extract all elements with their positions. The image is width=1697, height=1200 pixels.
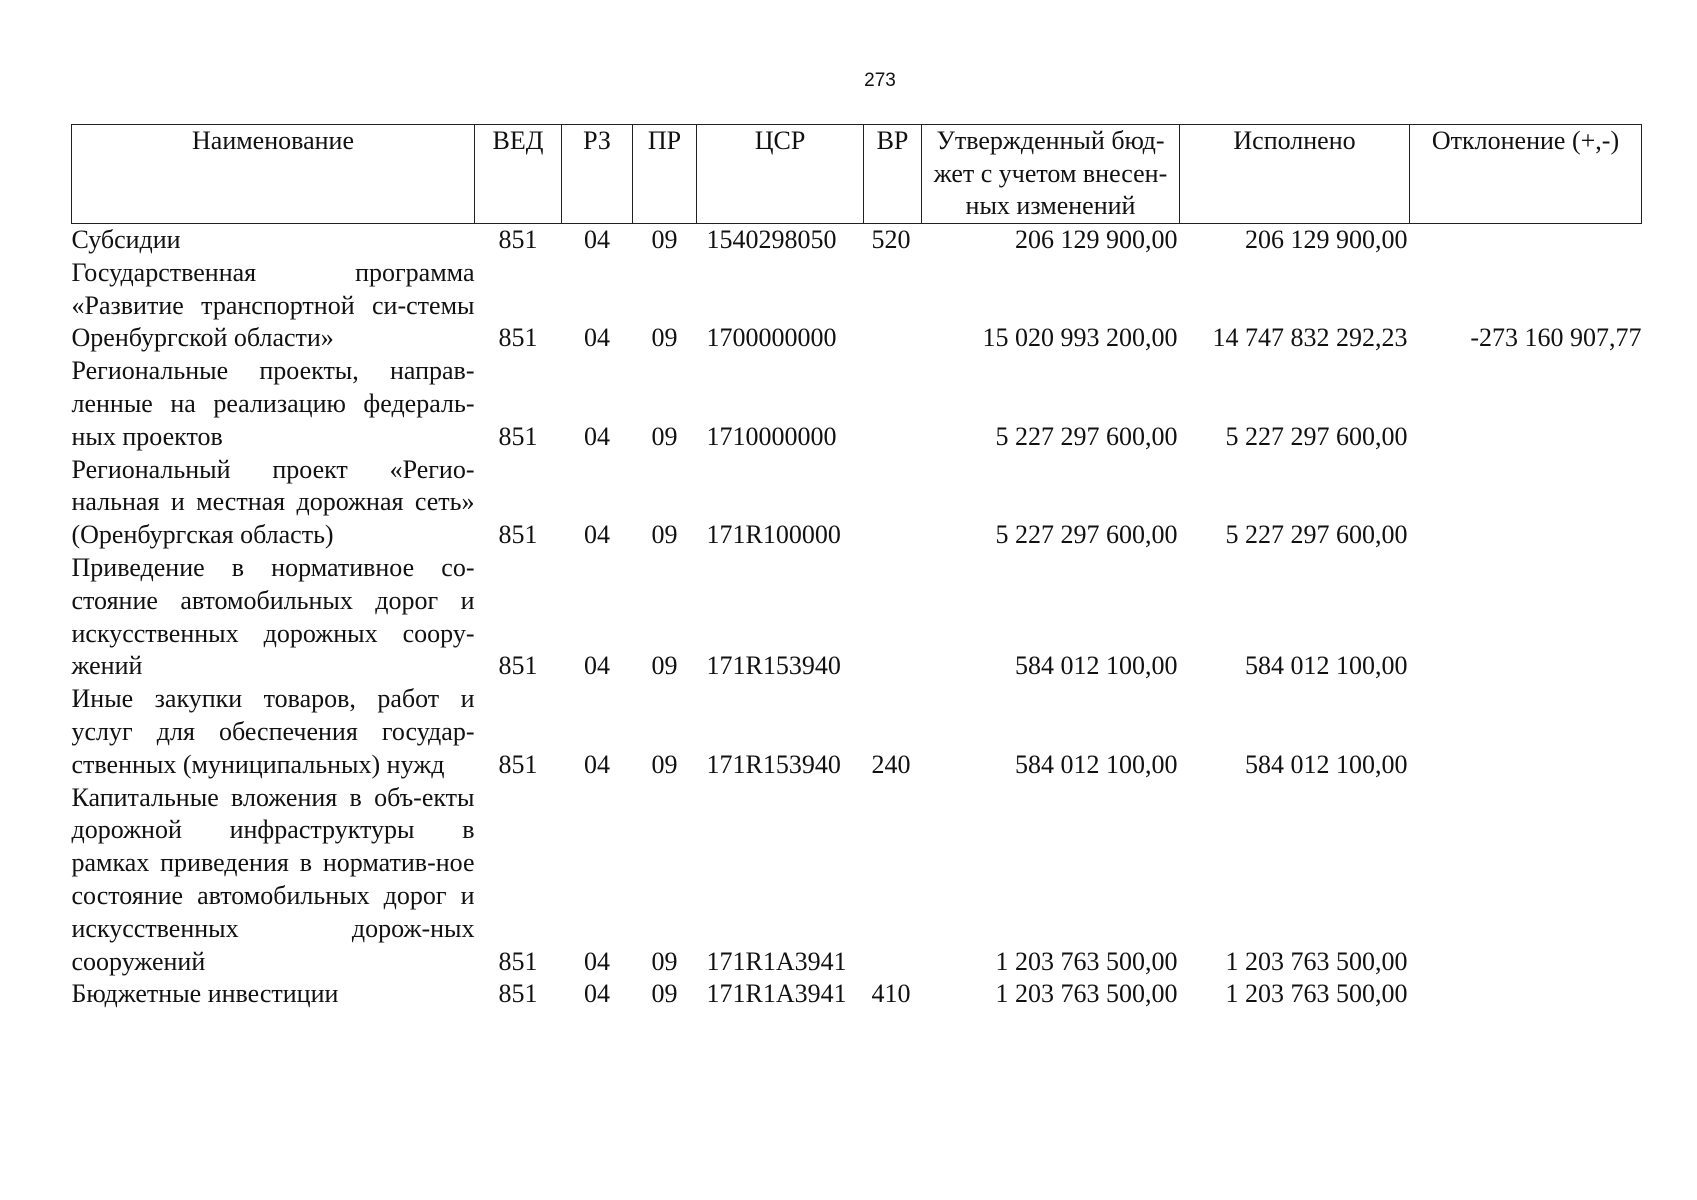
- row-ved: 851: [498, 749, 538, 779]
- row-vr: 410: [871, 979, 911, 1009]
- row-csr: 171R100000: [706, 520, 841, 550]
- row-name: Бюджетные инвестиции: [71, 979, 339, 1009]
- row-ved: 851: [498, 520, 538, 550]
- table-header-row: [72, 125, 1642, 224]
- row-ved: 851: [498, 651, 538, 681]
- table-row: [72, 782, 1642, 979]
- row-csr: 1710000000: [706, 421, 837, 451]
- row-vr: [864, 782, 922, 979]
- table-row: [72, 224, 1642, 257]
- row-ved: 851: [498, 323, 538, 353]
- row-ved: 851: [498, 946, 538, 976]
- row-rz: 04: [584, 225, 610, 254]
- row-rz: 04: [584, 323, 610, 353]
- row-vr: 240: [871, 749, 911, 779]
- row-pr: 09: [651, 323, 678, 353]
- table-row: [72, 683, 1642, 781]
- row-approved: 1 203 763 500,00: [995, 946, 1178, 976]
- row-approved: 584 012 100,00: [1015, 651, 1178, 681]
- row-executed: 584 012 100,00: [1245, 651, 1408, 681]
- row-pr: 09: [651, 225, 678, 254]
- row-executed: 5 227 297 600,00: [1225, 520, 1408, 550]
- row-ved: 851: [498, 421, 538, 451]
- row-deviation: -273 160 907,77: [1470, 323, 1642, 353]
- row-deviation: [1410, 355, 1642, 453]
- row-csr: 171R153940: [706, 651, 841, 681]
- page-number: 273: [864, 70, 896, 91]
- row-vr: [864, 257, 922, 355]
- row-deviation: [1410, 454, 1642, 552]
- table-row: [72, 552, 1642, 683]
- row-name: Иные закупки товаров, работ и услуг для обеспечения государ-ственных (муниципальных) нужд: [71, 684, 475, 779]
- table-row: [72, 257, 1642, 355]
- row-executed: 584 012 100,00: [1245, 749, 1408, 779]
- row-rz: 04: [584, 749, 610, 779]
- row-ved: 851: [498, 979, 538, 1009]
- table-body: [72, 224, 1642, 1012]
- header-rz: РЗ: [562, 125, 633, 224]
- row-name: Субсидии: [71, 225, 181, 254]
- row-executed: 14 747 832 292,23: [1212, 323, 1408, 353]
- header-deviation: Отклонение (+,-): [1410, 125, 1642, 224]
- row-approved: 1 203 763 500,00: [995, 979, 1178, 1009]
- row-csr: 1700000000: [706, 323, 837, 353]
- row-approved: 15 020 993 200,00: [982, 323, 1178, 353]
- row-executed: 206 129 900,00: [1245, 225, 1408, 254]
- row-pr: 09: [651, 651, 678, 681]
- row-deviation: [1410, 978, 1642, 1011]
- row-vr: [864, 552, 922, 683]
- row-deviation: [1410, 782, 1642, 979]
- row-deviation: [1410, 683, 1642, 781]
- row-pr: 09: [651, 520, 678, 550]
- row-name: Государственная программа «Развитие транспортной си-стемы Оренбургской области»: [71, 257, 475, 353]
- row-csr: 171R1A3941: [706, 946, 847, 976]
- budget-execution-table: [71, 124, 1642, 1011]
- table-row: [72, 454, 1642, 552]
- row-rz: 04: [584, 651, 610, 681]
- row-approved: 206 129 900,00: [1015, 225, 1178, 254]
- row-executed: 5 227 297 600,00: [1225, 421, 1408, 451]
- row-rz: 04: [584, 946, 610, 976]
- row-approved: 5 227 297 600,00: [995, 520, 1178, 550]
- row-vr: 520: [871, 225, 911, 254]
- row-pr: 09: [651, 421, 678, 451]
- row-csr: 1540298050: [706, 225, 837, 254]
- header-csr: ЦСР: [697, 125, 864, 224]
- row-pr: 09: [651, 946, 678, 976]
- row-vr: [864, 355, 922, 453]
- row-executed: 1 203 763 500,00: [1225, 979, 1408, 1009]
- row-rz: 04: [584, 520, 610, 550]
- header-pr: ПР: [633, 125, 697, 224]
- row-csr: 171R1A3941: [706, 979, 847, 1009]
- row-name: Региональные проекты, направ-ленные на реализацию федераль-ных проектов: [71, 356, 475, 451]
- header-approved-budget: Утвержденный бюд-жет с учетом внесен-ных изменений: [922, 125, 1180, 224]
- row-approved: 584 012 100,00: [1015, 749, 1178, 779]
- row-csr: 171R153940: [706, 749, 841, 779]
- row-deviation: [1410, 224, 1642, 257]
- row-pr: 09: [651, 979, 678, 1009]
- header-vr: ВР: [864, 125, 922, 224]
- row-name: Региональный проект «Регио-нальная и местная дорожная сеть» (Оренбургская область): [71, 454, 475, 550]
- row-name: Капитальные вложения в объ-екты дорожной инфраструктуры в рамках приведения в норматив-ное состояние автомобильных дорог и искусственных дорож-ных сооружений: [71, 782, 475, 976]
- row-name: Приведение в нормативное со-стояние автомобильных дорог и искусственных дорожных соору-жений: [71, 552, 475, 681]
- table-header: [72, 125, 1642, 224]
- header-name: Наименование: [72, 125, 475, 224]
- row-rz: 04: [584, 421, 610, 451]
- row-rz: 04: [584, 979, 610, 1009]
- table-row: [72, 978, 1642, 1011]
- row-executed: 1 203 763 500,00: [1225, 946, 1408, 976]
- row-pr: 09: [651, 749, 678, 779]
- header-executed: Исполнено: [1180, 125, 1410, 224]
- row-ved: 851: [498, 225, 538, 254]
- row-approved: 5 227 297 600,00: [995, 421, 1178, 451]
- row-deviation: [1410, 552, 1642, 683]
- header-ved: ВЕД: [475, 125, 562, 224]
- row-vr: [864, 454, 922, 552]
- table-row: [72, 355, 1642, 453]
